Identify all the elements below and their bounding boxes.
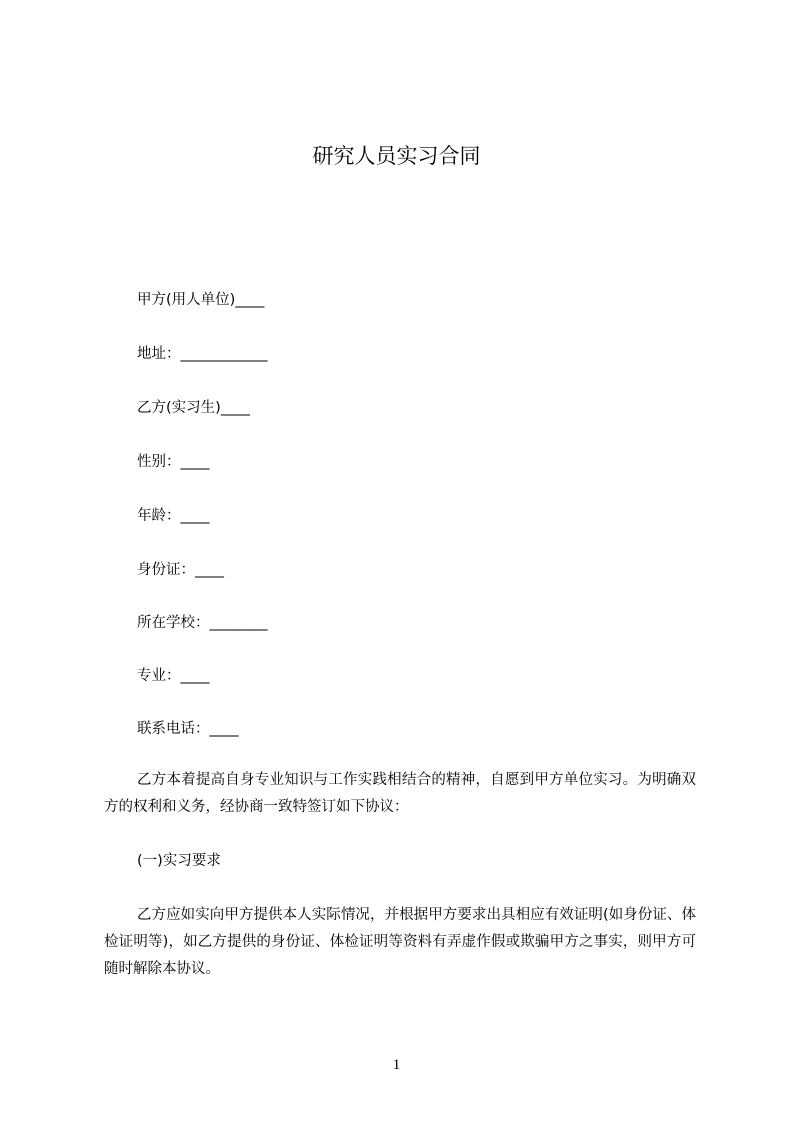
- document-title: 研究人员实习合同: [312, 144, 481, 168]
- field-address: 地址：____________: [137, 346, 268, 362]
- field-school: 所在学校：________: [137, 615, 268, 631]
- field-party-a: 甲方(用人单位)____: [137, 292, 265, 308]
- field-id-card: 身份证：____: [137, 562, 224, 578]
- field-gender: 性别：____: [137, 454, 210, 470]
- page-number: 1: [392, 1057, 401, 1073]
- field-age: 年龄：____: [137, 508, 210, 524]
- intro-paragraph: 乙方本着提高自身专业知识与工作实践相结合的精神，自愿到甲方单位实习。为明确双方的权利和义务，经协商一致特签订如下协议：: [104, 772, 696, 815]
- section-heading: (一)实习要求: [137, 853, 221, 869]
- field-phone: 联系电话：____: [137, 721, 239, 737]
- field-major: 专业：____: [137, 668, 210, 684]
- section-body-paragraph: 乙方应如实向甲方提供本人实际情况，并根据甲方要求出具相应有效证明(如身份证、体检证明等)，如乙方提供的身份证、体检证明等资料有弄虚作假或欺骗甲方之事实，则甲方可随时解除本协议。: [104, 907, 696, 977]
- field-party-b: 乙方(实习生)____: [137, 400, 250, 416]
